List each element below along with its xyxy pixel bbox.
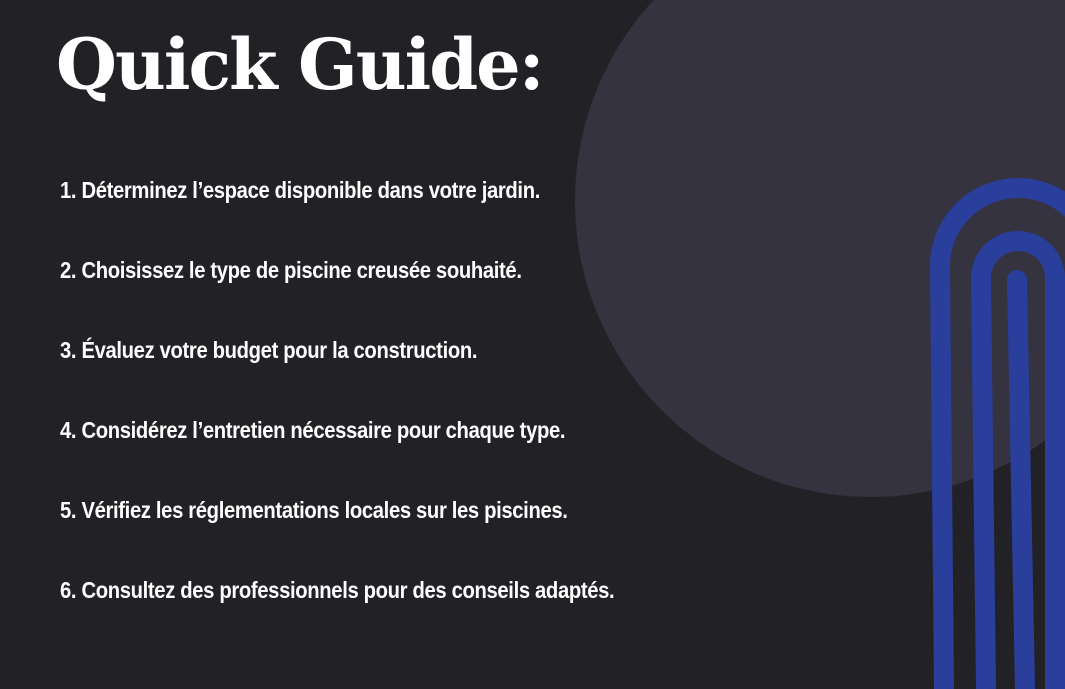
list-item: 4. Considérez l’entretien nécessaire pour chaque type. xyxy=(60,416,566,443)
list-item: 2. Choisissez le type de piscine creusée souhaité. xyxy=(60,256,522,283)
steps-list xyxy=(60,150,690,630)
list-item: 3. Évaluez votre budget pour la construction. xyxy=(60,336,478,363)
inner-arch xyxy=(1017,280,1025,689)
list-item: 5. Vérifiez les réglementations locales sur les piscines. xyxy=(60,496,568,523)
list-item: 1. Déterminez l’espace disponible dans votre jardin. xyxy=(60,176,540,203)
page-title: Quick Guide: xyxy=(56,23,543,106)
list-item: 6. Consultez des professionnels pour des conseils adaptés. xyxy=(60,576,615,603)
